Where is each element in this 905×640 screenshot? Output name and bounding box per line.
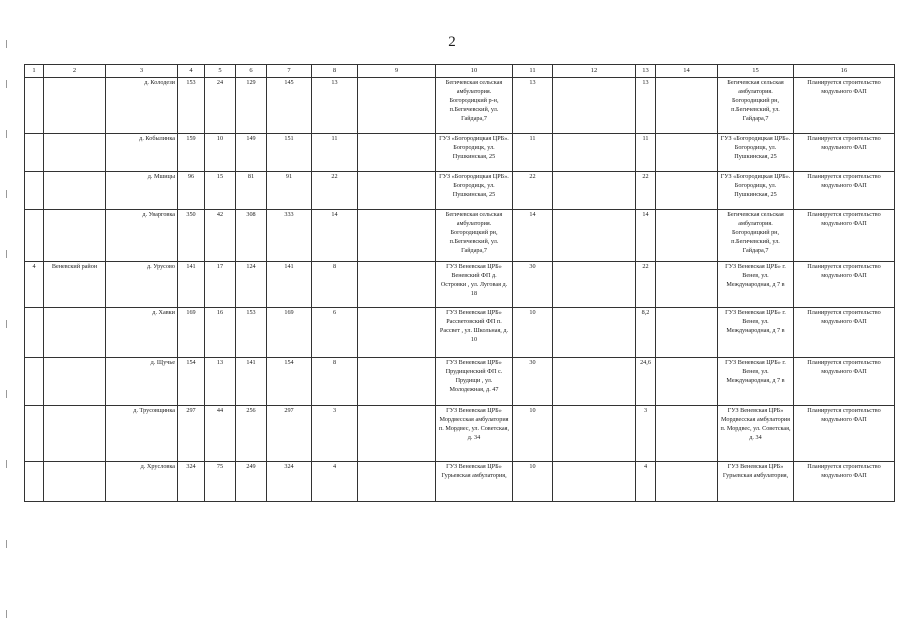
crb-address-cell: ГУЗ «Богородицкая ЦРБ». Богородицк, ул. Пушкинская, 25 — [718, 172, 794, 210]
col-header: 16 — [794, 65, 895, 78]
distance-km-cell: 8 — [312, 358, 358, 406]
col-12-cell — [553, 172, 636, 210]
table-header-row — [25, 65, 895, 78]
col-14-cell — [656, 358, 718, 406]
nearest-facility-cell: ГУЗ Веневская ЦРБ» Прудищенский ФП с. Прудищи , ул. Молодежная, д. 47 — [436, 358, 513, 406]
population-children-cell: 13 — [205, 358, 236, 406]
col-9-cell — [358, 78, 436, 134]
plan-note-cell: Планируется строительство модульного ФАП — [794, 262, 895, 308]
distance-nearest-cell: 13 — [513, 78, 553, 134]
population-children-cell: 24 — [205, 78, 236, 134]
population-children-cell: 16 — [205, 308, 236, 358]
binding-marks — [6, 40, 8, 630]
nearest-facility-cell: ГУЗ Веневская ЦРБ» Рассветовский ФП п. Рассвет , ул. Школьная, д. 10 — [436, 308, 513, 358]
distance-nearest-cell: 14 — [513, 210, 553, 262]
page-number: 2 — [448, 34, 456, 50]
nearest-facility-cell: ГУЗ «Богородицкая ЦРБ». Богородицк, ул. Пушкинская, 25 — [436, 172, 513, 210]
crb-address-cell: ГУЗ «Богородицкая ЦРБ». Богородицк, ул. Пушкинская, 25 — [718, 134, 794, 172]
crb-address-cell: ГУЗ Веневская ЦРБ» Гурьевская амбулатория, — [718, 462, 794, 502]
plan-note-cell: Планируется строительство модульного ФАП — [794, 462, 895, 502]
col-header: 5 — [205, 65, 236, 78]
col-14-cell — [656, 134, 718, 172]
distance-km-cell: 6 — [312, 308, 358, 358]
col-12-cell — [553, 406, 636, 462]
col-12-cell — [553, 358, 636, 406]
distance-crb-cell: 11 — [636, 134, 656, 172]
row-number-cell — [25, 134, 44, 172]
col-header: 10 — [436, 65, 513, 78]
nearest-facility-cell: Бегичевская сельская амбулатория. Богородицкий р-н, п.Бегичевский, ул. Гайдара,7 — [436, 78, 513, 134]
distance-km-cell: 3 — [312, 406, 358, 462]
distance-crb-cell: 13 — [636, 78, 656, 134]
distance-crb-cell: 4 — [636, 462, 656, 502]
data-table — [24, 64, 895, 502]
plan-note-cell: Планируется строительство модульного ФАП — [794, 172, 895, 210]
col-12-cell — [553, 262, 636, 308]
settlement-cell: д. Трусовщинка — [106, 406, 178, 462]
table-row — [25, 462, 895, 502]
col-14-cell — [656, 210, 718, 262]
col-14-cell — [656, 406, 718, 462]
population-total-cell: 297 — [178, 406, 205, 462]
population-total-cell: 153 — [178, 78, 205, 134]
attached-population-cell: 297 — [267, 406, 312, 462]
distance-nearest-cell: 30 — [513, 358, 553, 406]
population-children-cell: 17 — [205, 262, 236, 308]
crb-address-cell: ГУЗ Веневская ЦРБ» Мордвесская амбулатория п. Мордвес, ул. Советская, д. 34 — [718, 406, 794, 462]
distance-nearest-cell: 11 — [513, 134, 553, 172]
population-total-cell: 169 — [178, 308, 205, 358]
nearest-facility-cell: ГУЗ «Богородицкая ЦРБ». Богородицк, ул. Пушкинская, 25 — [436, 134, 513, 172]
col-9-cell — [358, 406, 436, 462]
col-9-cell — [358, 210, 436, 262]
distance-nearest-cell: 10 — [513, 462, 553, 502]
distance-km-cell: 8 — [312, 262, 358, 308]
population-children-cell: 42 — [205, 210, 236, 262]
col-9-cell — [358, 358, 436, 406]
col-12-cell — [553, 210, 636, 262]
distance-km-cell: 11 — [312, 134, 358, 172]
col-header: 1 — [25, 65, 44, 78]
population-adults-cell: 256 — [236, 406, 267, 462]
table-row — [25, 358, 895, 406]
distance-nearest-cell: 10 — [513, 406, 553, 462]
population-adults-cell: 81 — [236, 172, 267, 210]
settlement-cell: д. Урусово — [106, 262, 178, 308]
settlement-cell: д. Кобылинка — [106, 134, 178, 172]
settlement-cell: д. Уварговка — [106, 210, 178, 262]
settlement-cell: д. Хавки — [106, 308, 178, 358]
col-header: 14 — [656, 65, 718, 78]
col-header: 12 — [553, 65, 636, 78]
crb-address-cell: ГУЗ Веневская ЦРБ» г. Венев, ул. Международная, д 7 в — [718, 358, 794, 406]
row-number-cell — [25, 358, 44, 406]
population-adults-cell: 141 — [236, 358, 267, 406]
row-number-cell — [25, 172, 44, 210]
plan-note-cell: Планируется строительство модульного ФАП — [794, 406, 895, 462]
distance-crb-cell: 14 — [636, 210, 656, 262]
col-9-cell — [358, 262, 436, 308]
col-14-cell — [656, 308, 718, 358]
table-row — [25, 406, 895, 462]
distance-km-cell: 13 — [312, 78, 358, 134]
district-cell — [44, 358, 106, 406]
nearest-facility-cell: ГУЗ Веневская ЦРБ» Мордвесская амбулатория п. Мордвес, ул. Советская, д. 34 — [436, 406, 513, 462]
nearest-facility-cell: ГУЗ Веневская ЦРБ» Веневский ФП д. Островки , ул. Луговая д. 18 — [436, 262, 513, 308]
population-total-cell: 350 — [178, 210, 205, 262]
plan-note-cell: Планируется строительство модульного ФАП — [794, 134, 895, 172]
district-cell — [44, 406, 106, 462]
attached-population-cell: 91 — [267, 172, 312, 210]
col-14-cell — [656, 78, 718, 134]
nearest-facility-cell: Бегичевская сельская амбулатория. Богородицкий рн, п.Бегичевский, ул. Гайдара,7 — [436, 210, 513, 262]
row-number-cell — [25, 210, 44, 262]
col-header: 3 — [106, 65, 178, 78]
col-12-cell — [553, 462, 636, 502]
distance-nearest-cell: 22 — [513, 172, 553, 210]
crb-address-cell: Бегичевская сельская амбулатория. Богородицкий рн, п.Бегичевский, ул. Гайдара,7 — [718, 78, 794, 134]
settlement-cell: д. Колодези — [106, 78, 178, 134]
population-total-cell: 96 — [178, 172, 205, 210]
plan-note-cell: Планируется строительство модульного ФАП — [794, 308, 895, 358]
col-12-cell — [553, 308, 636, 358]
population-adults-cell: 124 — [236, 262, 267, 308]
col-header: 13 — [636, 65, 656, 78]
plan-note-cell: Планируется строительство модульного ФАП — [794, 78, 895, 134]
population-children-cell: 15 — [205, 172, 236, 210]
settlement-cell: д. Хрусловка — [106, 462, 178, 502]
attached-population-cell: 154 — [267, 358, 312, 406]
attached-population-cell: 333 — [267, 210, 312, 262]
table-row — [25, 78, 895, 134]
row-number-cell — [25, 406, 44, 462]
table-row — [25, 308, 895, 358]
col-14-cell — [656, 262, 718, 308]
population-total-cell: 324 — [178, 462, 205, 502]
col-9-cell — [358, 134, 436, 172]
distance-crb-cell: 24,6 — [636, 358, 656, 406]
col-12-cell — [553, 78, 636, 134]
col-9-cell — [358, 308, 436, 358]
attached-population-cell: 145 — [267, 78, 312, 134]
crb-address-cell: ГУЗ Веневская ЦРБ» г. Венев, ул. Международная, д 7 в — [718, 262, 794, 308]
row-number-cell: 4 — [25, 262, 44, 308]
table-row — [25, 210, 895, 262]
distance-crb-cell: 22 — [636, 262, 656, 308]
col-12-cell — [553, 134, 636, 172]
attached-population-cell: 169 — [267, 308, 312, 358]
table-row — [25, 262, 895, 308]
distance-km-cell: 22 — [312, 172, 358, 210]
col-14-cell — [656, 462, 718, 502]
population-children-cell: 44 — [205, 406, 236, 462]
col-header: 7 — [267, 65, 312, 78]
nearest-facility-cell: ГУЗ Веневская ЦРБ» Гурьевская амбулатория, — [436, 462, 513, 502]
col-9-cell — [358, 462, 436, 502]
col-header: 15 — [718, 65, 794, 78]
row-number-cell — [25, 308, 44, 358]
plan-note-cell: Планируется строительство модульного ФАП — [794, 210, 895, 262]
distance-km-cell: 4 — [312, 462, 358, 502]
distance-km-cell: 14 — [312, 210, 358, 262]
col-header: 2 — [44, 65, 106, 78]
district-cell — [44, 210, 106, 262]
table-row — [25, 134, 895, 172]
district-cell: Веневский район — [44, 262, 106, 308]
population-adults-cell: 308 — [236, 210, 267, 262]
population-total-cell: 154 — [178, 358, 205, 406]
population-adults-cell: 249 — [236, 462, 267, 502]
col-header: 4 — [178, 65, 205, 78]
settlement-cell: д. Щучье — [106, 358, 178, 406]
settlement-cell: д. Мшицы — [106, 172, 178, 210]
col-header: 9 — [358, 65, 436, 78]
population-adults-cell: 129 — [236, 78, 267, 134]
district-cell — [44, 78, 106, 134]
col-header: 11 — [513, 65, 553, 78]
distance-nearest-cell: 10 — [513, 308, 553, 358]
population-adults-cell: 149 — [236, 134, 267, 172]
plan-note-cell: Планируется строительство модульного ФАП — [794, 358, 895, 406]
distance-nearest-cell: 30 — [513, 262, 553, 308]
attached-population-cell: 141 — [267, 262, 312, 308]
col-header: 8 — [312, 65, 358, 78]
distance-crb-cell: 8,2 — [636, 308, 656, 358]
district-cell — [44, 462, 106, 502]
population-total-cell: 159 — [178, 134, 205, 172]
col-header: 6 — [236, 65, 267, 78]
district-cell — [44, 134, 106, 172]
attached-population-cell: 324 — [267, 462, 312, 502]
row-number-cell — [25, 462, 44, 502]
population-adults-cell: 153 — [236, 308, 267, 358]
distance-crb-cell: 22 — [636, 172, 656, 210]
population-children-cell: 75 — [205, 462, 236, 502]
population-children-cell: 10 — [205, 134, 236, 172]
col-9-cell — [358, 172, 436, 210]
district-cell — [44, 172, 106, 210]
distance-crb-cell: 3 — [636, 406, 656, 462]
crb-address-cell: ГУЗ Веневская ЦРБ» г. Венев, ул. Международная, д 7 в — [718, 308, 794, 358]
col-14-cell — [656, 172, 718, 210]
crb-address-cell: Бегичевская сельская амбулатория. Богородицкий рн, п.Бегичевский, ул. Гайдара,7 — [718, 210, 794, 262]
attached-population-cell: 151 — [267, 134, 312, 172]
table-row — [25, 172, 895, 210]
district-cell — [44, 308, 106, 358]
row-number-cell — [25, 78, 44, 134]
population-total-cell: 141 — [178, 262, 205, 308]
